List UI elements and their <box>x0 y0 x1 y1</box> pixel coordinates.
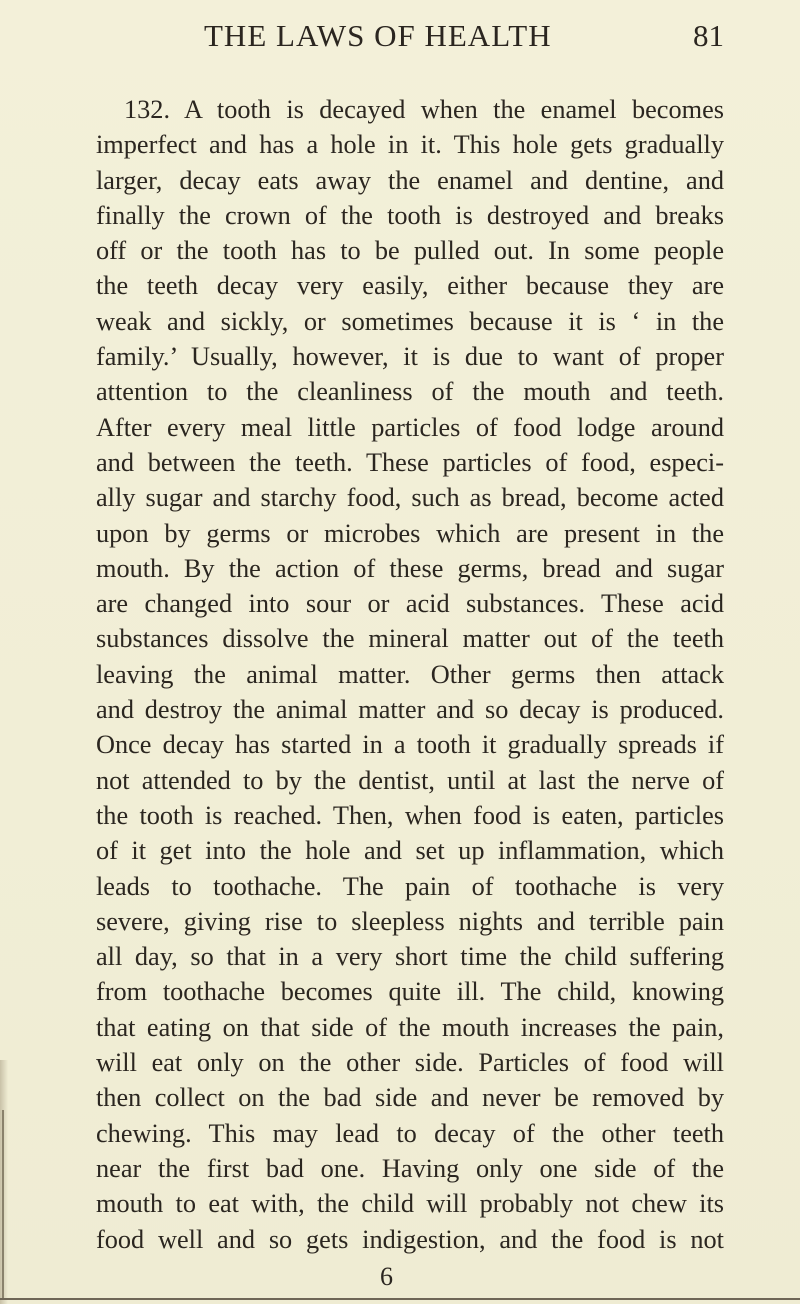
text-line: larger, decay eats away the enamel and dentine, and <box>96 165 724 195</box>
running-title: THE LAWS OF HEALTH <box>204 18 552 53</box>
page-bottom-edge <box>0 1298 800 1300</box>
text-line: of it get into the hole and set up inflammation, which <box>96 836 724 866</box>
text-line: food well and so gets indigestion, and the food is not <box>96 1224 724 1254</box>
body-text <box>96 92 724 1257</box>
text-line: weak and sickly, or sometimes because it is ‘ in the <box>96 306 724 336</box>
text-line: imperfect and has a hole in it. This hole gets gradually <box>96 130 724 160</box>
text-line: attention to the cleanliness of the mouth and teeth. <box>96 377 724 407</box>
text-line: Once decay has started in a tooth it gradually spreads if <box>96 730 724 760</box>
text-line: leads to toothache. The pain of toothache is very <box>96 871 724 901</box>
text-line: mouth to eat with, the child will probably not chew its <box>96 1189 724 1219</box>
text-line: upon by germs or microbes which are present in the <box>96 518 724 548</box>
text-line: chewing. This may lead to decay of the other teeth <box>96 1118 724 1148</box>
text-line: from toothache becomes quite ill. The child, knowing <box>96 977 724 1007</box>
text-line: finally the crown of the tooth is destroyed and breaks <box>96 200 724 230</box>
text-line: the teeth decay very easily, either because they are <box>96 271 724 301</box>
text-line: family.’ Usually, however, it is due to want of proper <box>96 342 724 372</box>
text-line: and destroy the animal matter and so decay is produced. <box>96 695 724 725</box>
text-line: 132. A tooth is decayed when the enamel becomes <box>124 95 724 124</box>
text-line: off or the tooth has to be pulled out. In some people <box>96 236 724 266</box>
text-line: substances dissolve the mineral matter out of the teeth <box>96 624 724 654</box>
text-line: will eat only on the other side. Particles of food will <box>96 1048 724 1078</box>
text-line: the tooth is reached. Then, when food is eaten, particles <box>96 800 724 830</box>
text-line: severe, giving rise to sleepless nights and terrible pain <box>96 906 724 936</box>
text-line: near the first bad one. Having only one side of the <box>96 1153 724 1183</box>
text-line: ally sugar and starchy food, such as bread, become acted <box>96 483 724 513</box>
text-line: After every meal little particles of food lodge around <box>96 412 724 442</box>
text-line: that eating on that side of the mouth increases the pain, <box>96 1012 724 1042</box>
text-line: mouth. By the action of these germs, bread and sugar <box>96 553 724 583</box>
page-number: 81 <box>693 18 724 53</box>
running-head <box>204 18 724 58</box>
text-line: all day, so that in a very short time the child suffering <box>96 942 724 972</box>
text-line: leaving the animal matter. Other germs then attack <box>96 659 724 689</box>
page-edge-line <box>2 1110 4 1300</box>
text-line: then collect on the bad side and never be removed by <box>96 1083 724 1113</box>
text-line: not attended to by the dentist, until at last the nerve of <box>96 765 724 795</box>
signature-mark: 6 <box>380 1262 393 1291</box>
text-line: and between the teeth. These particles of food, especi- <box>96 447 724 477</box>
text-line: are changed into sour or acid substances. These acid <box>96 589 724 619</box>
